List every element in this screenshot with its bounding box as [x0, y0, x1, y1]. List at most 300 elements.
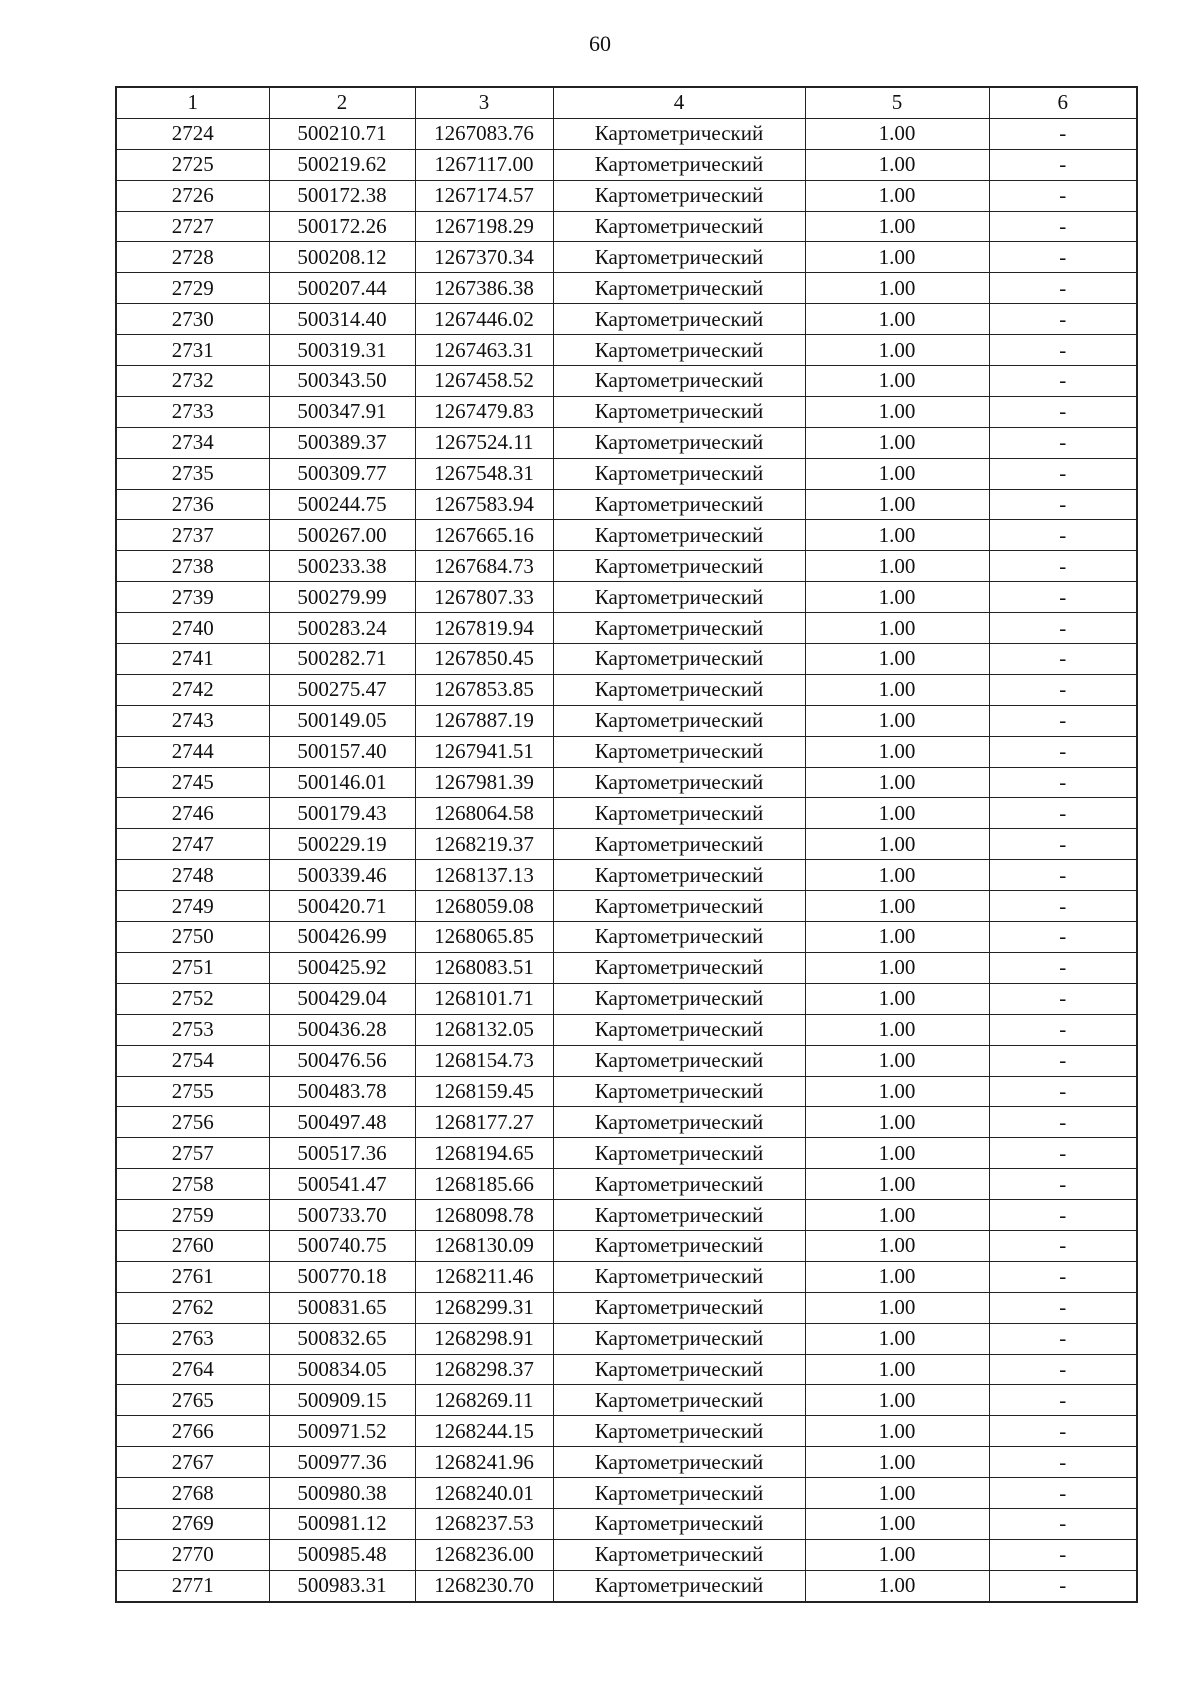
method-cell: Картометрический: [553, 304, 805, 335]
x-coordinate-cell: 500483.78: [269, 1076, 415, 1107]
point-number-cell: 2736: [116, 489, 269, 520]
description-cell: -: [989, 644, 1137, 675]
y-coordinate-cell: 1268130.09: [415, 1230, 553, 1261]
x-coordinate-cell: 500229.19: [269, 829, 415, 860]
method-cell: Картометрический: [553, 1045, 805, 1076]
y-coordinate-cell: 1268211.46: [415, 1261, 553, 1292]
y-coordinate-cell: 1267981.39: [415, 767, 553, 798]
accuracy-cell: 1.00: [805, 1354, 989, 1385]
description-cell: -: [989, 149, 1137, 180]
description-cell: -: [989, 1169, 1137, 1200]
method-cell: Картометрический: [553, 1230, 805, 1261]
point-number-cell: 2726: [116, 180, 269, 211]
y-coordinate-cell: 1268083.51: [415, 952, 553, 983]
description-cell: -: [989, 458, 1137, 489]
y-coordinate-cell: 1267198.29: [415, 211, 553, 242]
table-row: [116, 736, 1137, 767]
method-cell: Картометрический: [553, 891, 805, 922]
description-cell: -: [989, 118, 1137, 149]
y-coordinate-cell: 1268194.65: [415, 1138, 553, 1169]
table-row: [116, 1323, 1137, 1354]
x-coordinate-cell: 500157.40: [269, 736, 415, 767]
point-number-cell: 2727: [116, 211, 269, 242]
table-row: [116, 427, 1137, 458]
x-coordinate-cell: 500146.01: [269, 767, 415, 798]
x-coordinate-cell: 500980.38: [269, 1478, 415, 1509]
method-cell: Картометрический: [553, 1354, 805, 1385]
method-cell: Картометрический: [553, 1539, 805, 1570]
y-coordinate-cell: 1267853.85: [415, 674, 553, 705]
description-cell: -: [989, 674, 1137, 705]
accuracy-cell: 1.00: [805, 829, 989, 860]
point-number-cell: 2770: [116, 1539, 269, 1570]
table-row: [116, 1508, 1137, 1539]
description-cell: -: [989, 1478, 1137, 1509]
method-cell: Картометрический: [553, 520, 805, 551]
point-number-cell: 2744: [116, 736, 269, 767]
table-row: [116, 396, 1137, 427]
x-coordinate-cell: 500420.71: [269, 891, 415, 922]
y-coordinate-cell: 1267370.34: [415, 242, 553, 273]
table-row: [116, 1107, 1137, 1138]
accuracy-cell: 1.00: [805, 674, 989, 705]
table-row: [116, 674, 1137, 705]
accuracy-cell: 1.00: [805, 211, 989, 242]
accuracy-cell: 1.00: [805, 1478, 989, 1509]
method-cell: Картометрический: [553, 396, 805, 427]
point-number-cell: 2728: [116, 242, 269, 273]
x-coordinate-cell: 500319.31: [269, 335, 415, 366]
x-coordinate-cell: 500282.71: [269, 644, 415, 675]
point-number-cell: 2739: [116, 582, 269, 613]
method-cell: Картометрический: [553, 211, 805, 242]
point-number-cell: 2755: [116, 1076, 269, 1107]
accuracy-cell: 1.00: [805, 705, 989, 736]
table-row: [116, 1138, 1137, 1169]
point-number-cell: 2730: [116, 304, 269, 335]
point-number-cell: 2734: [116, 427, 269, 458]
accuracy-cell: 1.00: [805, 520, 989, 551]
y-coordinate-cell: 1268241.96: [415, 1447, 553, 1478]
y-coordinate-cell: 1267446.02: [415, 304, 553, 335]
description-cell: -: [989, 1385, 1137, 1416]
x-coordinate-cell: 500981.12: [269, 1508, 415, 1539]
y-coordinate-cell: 1268098.78: [415, 1200, 553, 1231]
table-row: [116, 551, 1137, 582]
y-coordinate-cell: 1268177.27: [415, 1107, 553, 1138]
accuracy-cell: 1.00: [805, 1292, 989, 1323]
y-coordinate-cell: 1268059.08: [415, 891, 553, 922]
y-coordinate-cell: 1268064.58: [415, 798, 553, 829]
table-header-row: [116, 87, 1137, 118]
x-coordinate-cell: 500517.36: [269, 1138, 415, 1169]
accuracy-cell: 1.00: [805, 427, 989, 458]
method-cell: Картометрический: [553, 118, 805, 149]
description-cell: -: [989, 551, 1137, 582]
accuracy-cell: 1.00: [805, 118, 989, 149]
y-coordinate-cell: 1268269.11: [415, 1385, 553, 1416]
point-number-cell: 2743: [116, 705, 269, 736]
description-cell: -: [989, 489, 1137, 520]
accuracy-cell: 1.00: [805, 149, 989, 180]
y-coordinate-cell: 1267174.57: [415, 180, 553, 211]
table-row: [116, 1354, 1137, 1385]
method-cell: Картометрический: [553, 335, 805, 366]
table-body: [116, 118, 1137, 1601]
column-header: 4: [553, 87, 805, 118]
accuracy-cell: 1.00: [805, 798, 989, 829]
y-coordinate-cell: 1267941.51: [415, 736, 553, 767]
y-coordinate-cell: 1268219.37: [415, 829, 553, 860]
method-cell: Картометрический: [553, 860, 805, 891]
table-row: [116, 1261, 1137, 1292]
point-number-cell: 2745: [116, 767, 269, 798]
method-cell: Картометрический: [553, 983, 805, 1014]
point-number-cell: 2765: [116, 1385, 269, 1416]
accuracy-cell: 1.00: [805, 1261, 989, 1292]
accuracy-cell: 1.00: [805, 1076, 989, 1107]
point-number-cell: 2754: [116, 1045, 269, 1076]
table-row: [116, 860, 1137, 891]
point-number-cell: 2731: [116, 335, 269, 366]
accuracy-cell: 1.00: [805, 180, 989, 211]
description-cell: -: [989, 705, 1137, 736]
method-cell: Картометрический: [553, 1261, 805, 1292]
x-coordinate-cell: 500909.15: [269, 1385, 415, 1416]
table-row: [116, 1076, 1137, 1107]
table-row: [116, 705, 1137, 736]
description-cell: -: [989, 1076, 1137, 1107]
method-cell: Картометрический: [553, 613, 805, 644]
method-cell: Картометрический: [553, 829, 805, 860]
table-row: [116, 1045, 1137, 1076]
x-coordinate-cell: 500426.99: [269, 922, 415, 953]
description-cell: -: [989, 335, 1137, 366]
x-coordinate-cell: 500971.52: [269, 1416, 415, 1447]
method-cell: Картометрический: [553, 1478, 805, 1509]
x-coordinate-cell: 500983.31: [269, 1570, 415, 1601]
y-coordinate-cell: 1267583.94: [415, 489, 553, 520]
point-number-cell: 2760: [116, 1230, 269, 1261]
method-cell: Картометрический: [553, 1323, 805, 1354]
accuracy-cell: 1.00: [805, 1169, 989, 1200]
x-coordinate-cell: 500740.75: [269, 1230, 415, 1261]
table-row: [116, 366, 1137, 397]
y-coordinate-cell: 1268132.05: [415, 1014, 553, 1045]
description-cell: -: [989, 1416, 1137, 1447]
table-row: [116, 1230, 1137, 1261]
accuracy-cell: 1.00: [805, 304, 989, 335]
description-cell: -: [989, 1261, 1137, 1292]
table-row: [116, 644, 1137, 675]
x-coordinate-cell: 500172.26: [269, 211, 415, 242]
x-coordinate-cell: 500436.28: [269, 1014, 415, 1045]
y-coordinate-cell: 1268237.53: [415, 1508, 553, 1539]
x-coordinate-cell: 500314.40: [269, 304, 415, 335]
x-coordinate-cell: 500244.75: [269, 489, 415, 520]
accuracy-cell: 1.00: [805, 1508, 989, 1539]
table-row: [116, 922, 1137, 953]
y-coordinate-cell: 1267807.33: [415, 582, 553, 613]
accuracy-cell: 1.00: [805, 736, 989, 767]
description-cell: -: [989, 1045, 1137, 1076]
point-number-cell: 2732: [116, 366, 269, 397]
x-coordinate-cell: 500476.56: [269, 1045, 415, 1076]
accuracy-cell: 1.00: [805, 952, 989, 983]
accuracy-cell: 1.00: [805, 922, 989, 953]
table-row: [116, 242, 1137, 273]
x-coordinate-cell: 500275.47: [269, 674, 415, 705]
x-coordinate-cell: 500389.37: [269, 427, 415, 458]
method-cell: Картометрический: [553, 1169, 805, 1200]
table-row: [116, 149, 1137, 180]
method-cell: Картометрический: [553, 1292, 805, 1323]
description-cell: -: [989, 891, 1137, 922]
point-number-cell: 2764: [116, 1354, 269, 1385]
y-coordinate-cell: 1268299.31: [415, 1292, 553, 1323]
table-row: [116, 1200, 1137, 1231]
accuracy-cell: 1.00: [805, 891, 989, 922]
point-number-cell: 2748: [116, 860, 269, 891]
y-coordinate-cell: 1268154.73: [415, 1045, 553, 1076]
accuracy-cell: 1.00: [805, 1447, 989, 1478]
y-coordinate-cell: 1267479.83: [415, 396, 553, 427]
accuracy-cell: 1.00: [805, 1045, 989, 1076]
x-coordinate-cell: 500343.50: [269, 366, 415, 397]
method-cell: Картометрический: [553, 1416, 805, 1447]
x-coordinate-cell: 500832.65: [269, 1323, 415, 1354]
point-number-cell: 2747: [116, 829, 269, 860]
x-coordinate-cell: 500172.38: [269, 180, 415, 211]
accuracy-cell: 1.00: [805, 551, 989, 582]
description-cell: -: [989, 273, 1137, 304]
table-row: [116, 211, 1137, 242]
y-coordinate-cell: 1267850.45: [415, 644, 553, 675]
table-row: [116, 952, 1137, 983]
y-coordinate-cell: 1267083.76: [415, 118, 553, 149]
table-row: [116, 1014, 1137, 1045]
table-row: [116, 1447, 1137, 1478]
point-number-cell: 2737: [116, 520, 269, 551]
table-row: [116, 891, 1137, 922]
x-coordinate-cell: 500207.44: [269, 273, 415, 304]
y-coordinate-cell: 1268298.37: [415, 1354, 553, 1385]
y-coordinate-cell: 1268240.01: [415, 1478, 553, 1509]
description-cell: -: [989, 613, 1137, 644]
description-cell: -: [989, 396, 1137, 427]
point-number-cell: 2741: [116, 644, 269, 675]
point-number-cell: 2752: [116, 983, 269, 1014]
method-cell: Картометрический: [553, 458, 805, 489]
accuracy-cell: 1.00: [805, 273, 989, 304]
column-header: 5: [805, 87, 989, 118]
y-coordinate-cell: 1268137.13: [415, 860, 553, 891]
description-cell: -: [989, 1107, 1137, 1138]
accuracy-cell: 1.00: [805, 860, 989, 891]
point-number-cell: 2729: [116, 273, 269, 304]
method-cell: Картометрический: [553, 767, 805, 798]
method-cell: Картометрический: [553, 1138, 805, 1169]
point-number-cell: 2724: [116, 118, 269, 149]
description-cell: -: [989, 180, 1137, 211]
method-cell: Картометрический: [553, 644, 805, 675]
column-header: 3: [415, 87, 553, 118]
description-cell: -: [989, 304, 1137, 335]
point-number-cell: 2771: [116, 1570, 269, 1601]
x-coordinate-cell: 500425.92: [269, 952, 415, 983]
column-header: 6: [989, 87, 1137, 118]
description-cell: -: [989, 860, 1137, 891]
point-number-cell: 2733: [116, 396, 269, 427]
accuracy-cell: 1.00: [805, 242, 989, 273]
accuracy-cell: 1.00: [805, 1200, 989, 1231]
accuracy-cell: 1.00: [805, 1138, 989, 1169]
method-cell: Картометрический: [553, 366, 805, 397]
y-coordinate-cell: 1268159.45: [415, 1076, 553, 1107]
method-cell: Картометрический: [553, 705, 805, 736]
accuracy-cell: 1.00: [805, 767, 989, 798]
description-cell: -: [989, 983, 1137, 1014]
accuracy-cell: 1.00: [805, 644, 989, 675]
method-cell: Картометрический: [553, 1570, 805, 1601]
method-cell: Картометрический: [553, 551, 805, 582]
table-row: [116, 983, 1137, 1014]
accuracy-cell: 1.00: [805, 1230, 989, 1261]
y-coordinate-cell: 1267524.11: [415, 427, 553, 458]
description-cell: -: [989, 1230, 1137, 1261]
point-number-cell: 2746: [116, 798, 269, 829]
x-coordinate-cell: 500233.38: [269, 551, 415, 582]
y-coordinate-cell: 1267887.19: [415, 705, 553, 736]
x-coordinate-cell: 500279.99: [269, 582, 415, 613]
y-coordinate-cell: 1267665.16: [415, 520, 553, 551]
column-header: 2: [269, 87, 415, 118]
point-number-cell: 2763: [116, 1323, 269, 1354]
method-cell: Картометрический: [553, 1107, 805, 1138]
description-cell: -: [989, 242, 1137, 273]
x-coordinate-cell: 500347.91: [269, 396, 415, 427]
y-coordinate-cell: 1267458.52: [415, 366, 553, 397]
method-cell: Картометрический: [553, 952, 805, 983]
method-cell: Картометрический: [553, 736, 805, 767]
accuracy-cell: 1.00: [805, 1416, 989, 1447]
description-cell: -: [989, 211, 1137, 242]
y-coordinate-cell: 1267463.31: [415, 335, 553, 366]
x-coordinate-cell: 500208.12: [269, 242, 415, 273]
page-number: 60: [589, 31, 611, 56]
description-cell: -: [989, 366, 1137, 397]
x-coordinate-cell: 500985.48: [269, 1539, 415, 1570]
y-coordinate-cell: 1268298.91: [415, 1323, 553, 1354]
x-coordinate-cell: 500179.43: [269, 798, 415, 829]
x-coordinate-cell: 500267.00: [269, 520, 415, 551]
table-row: [116, 582, 1137, 613]
table-row: [116, 489, 1137, 520]
method-cell: Картометрический: [553, 1076, 805, 1107]
accuracy-cell: 1.00: [805, 1107, 989, 1138]
description-cell: -: [989, 1014, 1137, 1045]
y-coordinate-cell: 1268230.70: [415, 1570, 553, 1601]
point-number-cell: 2735: [116, 458, 269, 489]
point-number-cell: 2756: [116, 1107, 269, 1138]
description-cell: -: [989, 829, 1137, 860]
point-number-cell: 2766: [116, 1416, 269, 1447]
point-number-cell: 2750: [116, 922, 269, 953]
method-cell: Картометрический: [553, 674, 805, 705]
x-coordinate-cell: 500977.36: [269, 1447, 415, 1478]
description-cell: -: [989, 1292, 1137, 1323]
accuracy-cell: 1.00: [805, 458, 989, 489]
table-row: [116, 1539, 1137, 1570]
method-cell: Картометрический: [553, 1385, 805, 1416]
y-coordinate-cell: 1268065.85: [415, 922, 553, 953]
x-coordinate-cell: 500834.05: [269, 1354, 415, 1385]
y-coordinate-cell: 1268236.00: [415, 1539, 553, 1570]
table-row: [116, 829, 1137, 860]
point-number-cell: 2753: [116, 1014, 269, 1045]
method-cell: Картометрический: [553, 922, 805, 953]
x-coordinate-cell: 500339.46: [269, 860, 415, 891]
table-row: [116, 180, 1137, 211]
y-coordinate-cell: 1268101.71: [415, 983, 553, 1014]
description-cell: -: [989, 1539, 1137, 1570]
y-coordinate-cell: 1268185.66: [415, 1169, 553, 1200]
description-cell: -: [989, 922, 1137, 953]
table-row: [116, 1416, 1137, 1447]
accuracy-cell: 1.00: [805, 1385, 989, 1416]
method-cell: Картометрический: [553, 1447, 805, 1478]
x-coordinate-cell: 500831.65: [269, 1292, 415, 1323]
description-cell: -: [989, 1323, 1137, 1354]
table-row: [116, 1169, 1137, 1200]
method-cell: Картометрический: [553, 180, 805, 211]
y-coordinate-cell: 1268244.15: [415, 1416, 553, 1447]
accuracy-cell: 1.00: [805, 1014, 989, 1045]
accuracy-cell: 1.00: [805, 983, 989, 1014]
coordinates-table: [115, 86, 1138, 1603]
description-cell: -: [989, 1570, 1137, 1601]
point-number-cell: 2738: [116, 551, 269, 582]
accuracy-cell: 1.00: [805, 613, 989, 644]
point-number-cell: 2758: [116, 1169, 269, 1200]
description-cell: -: [989, 1200, 1137, 1231]
point-number-cell: 2762: [116, 1292, 269, 1323]
x-coordinate-cell: 500541.47: [269, 1169, 415, 1200]
accuracy-cell: 1.00: [805, 489, 989, 520]
table-row: [116, 118, 1137, 149]
x-coordinate-cell: 500733.70: [269, 1200, 415, 1231]
method-cell: Картометрический: [553, 273, 805, 304]
point-number-cell: 2768: [116, 1478, 269, 1509]
method-cell: Картометрический: [553, 582, 805, 613]
accuracy-cell: 1.00: [805, 335, 989, 366]
table-row: [116, 767, 1137, 798]
method-cell: Картометрический: [553, 149, 805, 180]
point-number-cell: 2769: [116, 1508, 269, 1539]
table-row: [116, 520, 1137, 551]
table-row: [116, 1478, 1137, 1509]
x-coordinate-cell: 500219.62: [269, 149, 415, 180]
description-cell: -: [989, 1508, 1137, 1539]
x-coordinate-cell: 500210.71: [269, 118, 415, 149]
table-row: [116, 613, 1137, 644]
method-cell: Картометрический: [553, 1200, 805, 1231]
point-number-cell: 2749: [116, 891, 269, 922]
accuracy-cell: 1.00: [805, 396, 989, 427]
column-header: 1: [116, 87, 269, 118]
table-row: [116, 798, 1137, 829]
method-cell: Картометрический: [553, 798, 805, 829]
